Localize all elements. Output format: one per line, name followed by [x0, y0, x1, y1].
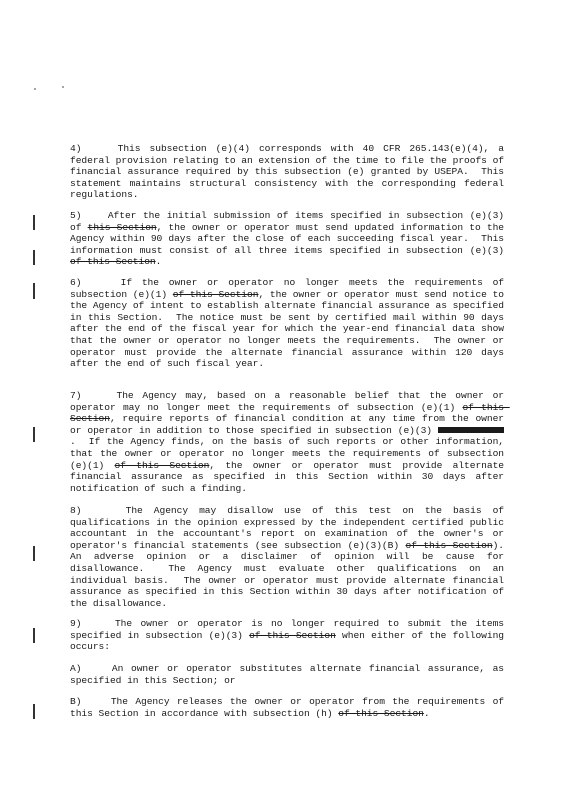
paragraph-text: when either of the following occurs: — [70, 629, 510, 653]
change-bar — [33, 215, 35, 230]
paragraph-text: 4) This subsection (e)(4) corresponds with 40 CFR 265.143(e)(4), a federal provision relating to an extension of the time to file the proofs of financial assurance required by this subsection (e) granted by USEPA. This statement maintains structural consistency with the corresponding federal regulations. — [70, 143, 510, 201]
paragraph-text: . — [155, 256, 162, 268]
paragraph-text: , require reports of financial condition at any time from the owner or operator in addition to those specified in subsection (e)(3) — [70, 413, 510, 436]
struck-text: of this Section — [249, 629, 336, 641]
struck-text: of this Section — [70, 256, 156, 268]
struck-text: of this Section — [70, 401, 510, 425]
struck-text: this Section — [87, 221, 157, 233]
change-bar — [33, 628, 35, 643]
change-bar — [33, 250, 35, 265]
paragraph-9 — [70, 618, 510, 653]
paragraph-text: 5) After the initial submission of items specified in subsection (e)(3) of — [70, 210, 510, 233]
scan-speck — [34, 88, 36, 90]
paragraph-text: , the owner or operator must send updated information to the Agency within 90 days after the close of each succeeding fiscal year. This information must consist of all three items specified in subsection (e)(3) — [70, 221, 510, 256]
paragraph-text: . If the Agency finds, on the basis of such reports or other information, that the owner or operator no longer meets the requirements of subsection (e)(1) — [70, 436, 510, 471]
paragraph-9a — [70, 663, 510, 686]
paragraph-text: , the owner or operator must provide alternate financial assurance as specified in this Section within 30 days after notification of such a finding. — [70, 459, 510, 494]
paragraph-text: B) The Agency releases the owner or operator from the requirements of this Section in accordance with subsection (h) — [70, 696, 510, 719]
redaction-mark — [438, 427, 504, 433]
paragraph-text: ). An adverse opinion or a disclaimer of opinion will be cause for disallowance. The Agency must evaluate other qualifications on an individual basis. The owner or operator must provide alternate financial assurance as specified in this Section within 30 days after notification of the disallowance. — [70, 539, 516, 609]
struck-text: of this Section — [405, 539, 493, 551]
paragraph-text: 8) The Agency may disallow use of this test on the basis of qualifications in the opinion expressed by the independent certified public accountant in the accountant's report on examination of the owner's or operator's financial statements (see subsection (e)(3)(B) — [70, 505, 510, 551]
paragraph-text: 7) The Agency may, based on a reasonable belief that the owner or operator may no longer meet the requirements of subsection (e)(1) — [70, 390, 510, 413]
paragraph-text: . — [423, 707, 430, 719]
struck-text: of this Section — [172, 288, 259, 300]
paragraph-text: A) An owner or operator substitutes alternate financial assurance, as specified in this Section; or — [70, 663, 510, 686]
paragraph-5 — [70, 210, 510, 268]
paragraph-text: 6) If the owner or operator no longer meets the requirements of subsection (e)(1) — [70, 277, 510, 300]
scan-speck — [62, 86, 64, 88]
paragraph-7 — [70, 390, 510, 494]
paragraph-8 — [70, 505, 516, 609]
change-bar — [33, 704, 35, 719]
struck-text: of this Section — [114, 459, 210, 471]
change-bar — [33, 427, 35, 442]
paragraph-text: , the owner or operator must send notice to the Agency of intent to establish alternate financial assurance as specified in this Section. The notice must be sent by certified mail within 90 days after the end of the fiscal year for which the year-end financial data show that the owner or operator no longer meets the requirements. The owner or operator must provide the alternate financial assurance within 120 days after the end of such fiscal year. — [70, 288, 510, 370]
struck-text: of this Section — [338, 707, 424, 719]
paragraph-9b — [70, 696, 510, 719]
paragraph-6 — [70, 277, 510, 370]
paragraph-4 — [70, 143, 510, 201]
change-bar — [33, 283, 35, 299]
change-bar — [33, 546, 35, 561]
paragraph-text: 9) The owner or operator is no longer required to submit the items specified in subsection (e)(3) — [70, 618, 510, 641]
